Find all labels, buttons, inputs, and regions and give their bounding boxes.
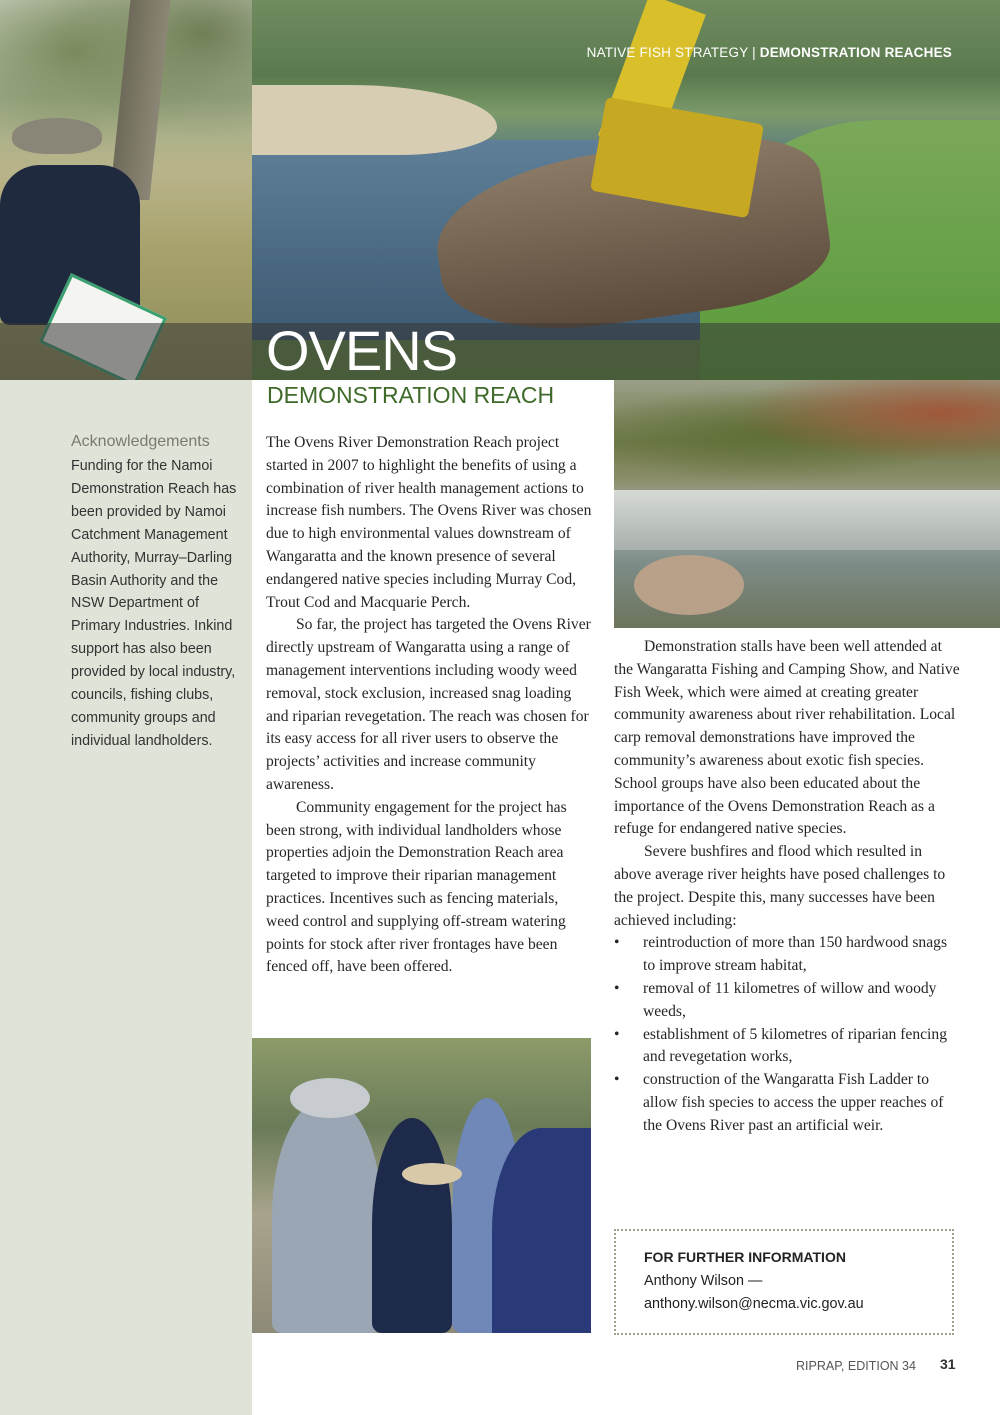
header-subsection: DEMONSTRATION REACHES — [759, 45, 952, 60]
list-item — [614, 1069, 960, 1137]
article-column-2 — [614, 636, 960, 1138]
photo-fish — [402, 1163, 462, 1185]
header-section: NATIVE FISH STRATEGY — [586, 45, 749, 60]
photo-rock — [634, 555, 744, 615]
page-subtitle: DEMONSTRATION REACH — [267, 382, 555, 408]
article-column-1 — [266, 432, 592, 979]
list-item — [614, 978, 960, 1024]
acknowledgements-body: Funding for the Namoi Demonstration Reach has been provided by Namoi Catchment Management Authority, Murray–Darling Basin Authority and the NSW Department of Primary Industries. Inkind support has also been provided by local industry, councils, fishing clubs, community groups and individual landholders. — [71, 458, 237, 749]
bullet-icon: • — [614, 1025, 620, 1043]
bullet-icon: • — [614, 1071, 620, 1089]
bullet-icon: • — [614, 979, 620, 997]
successes-list — [614, 932, 960, 1137]
article-paragraph: The Ovens River Demonstration Reach project started in 2007 to highlight the benefits of using a combination of river health management actions to increase fish numbers. The Ovens River was chosen due to high environmental values downstream of Wangaratta and the known presence of several endangered native species including Murray Cod, Trout Cod and Macquarie Perch. — [266, 434, 592, 611]
photo-trees — [614, 380, 1000, 490]
running-header — [587, 45, 952, 60]
header-separator: | — [748, 45, 760, 60]
page-title: OVENS — [266, 319, 458, 382]
list-item — [614, 1024, 960, 1070]
acknowledgements-heading: Acknowledgements — [71, 433, 210, 450]
photo-child-figure — [372, 1118, 452, 1333]
list-item-text: removal of 11 kilometres of willow and woody weeds, — [643, 979, 937, 1020]
photo-school-group-with-fish — [252, 1038, 591, 1333]
photo-adult-figure — [272, 1098, 382, 1333]
photo-sun-hat — [290, 1078, 370, 1118]
bullet-icon: • — [614, 934, 620, 952]
photo-sandbank — [252, 85, 497, 155]
list-item-text: reintroduction of more than 150 hardwood snags to improve stream habitat, — [643, 934, 948, 975]
photo-rapids — [614, 490, 1000, 550]
page-number: 31 — [940, 1356, 956, 1372]
article-paragraph: So far, the project has targeted the Ovens River directly upstream of Wangaratta using a range of management interventions including woody weed removal, stock exclusion, increased snag loading and riparian revegetation. The reach was chosen for its easy access for all river users to observe the projects’ activities and increase community awareness. — [266, 616, 591, 793]
list-item-text: establishment of 5 kilometres of riparian fencing and revegetation works, — [643, 1025, 947, 1066]
article-paragraph: Severe bushfires and flood which resulted in above average river heights have posed challenges to the project. Despite this, many successes have been achieved including: — [614, 843, 946, 929]
photo-hat — [12, 118, 102, 154]
list-item-text: construction of the Wangaratta Fish Ladder to allow fish species to access the upper reaches of the Ovens River past an artificial weir. — [643, 1071, 944, 1134]
contact-name: Anthony Wilson — — [644, 1273, 763, 1289]
further-information-box — [614, 1229, 954, 1335]
info-heading: FOR FURTHER INFORMATION — [644, 1249, 846, 1265]
title-band — [0, 323, 1000, 380]
article-paragraph: Demonstration stalls have been well attended at the Wangaratta Fishing and Camping Show, and Native Fish Week, which were aimed at creating greater community awareness about river rehabilitation. Local carp removal demonstrations have improved the community’s awareness about exotic fish species. School groups have also been educated about the importance of the Ovens Demonstration Reach as a refuge for endangered native species. — [614, 638, 960, 838]
contact-email-link[interactable]: anthony.wilson@necma.vic.gov.au — [644, 1296, 864, 1312]
photo-child-hat — [492, 1128, 591, 1333]
photo-stream-rapids — [614, 380, 1000, 628]
footer-publication: RIPRAP, EDITION 34 — [796, 1359, 916, 1373]
article-paragraph: Community engagement for the project has been strong, with individual landholders whose properties adjoin the Demonstration Reach area targeted to improve their riparian management practices. Incentives such as fencing materials, weed control and supplying off-stream watering points for stock after river frontages have been fenced off, have been offered. — [266, 798, 567, 976]
list-item — [614, 932, 960, 978]
